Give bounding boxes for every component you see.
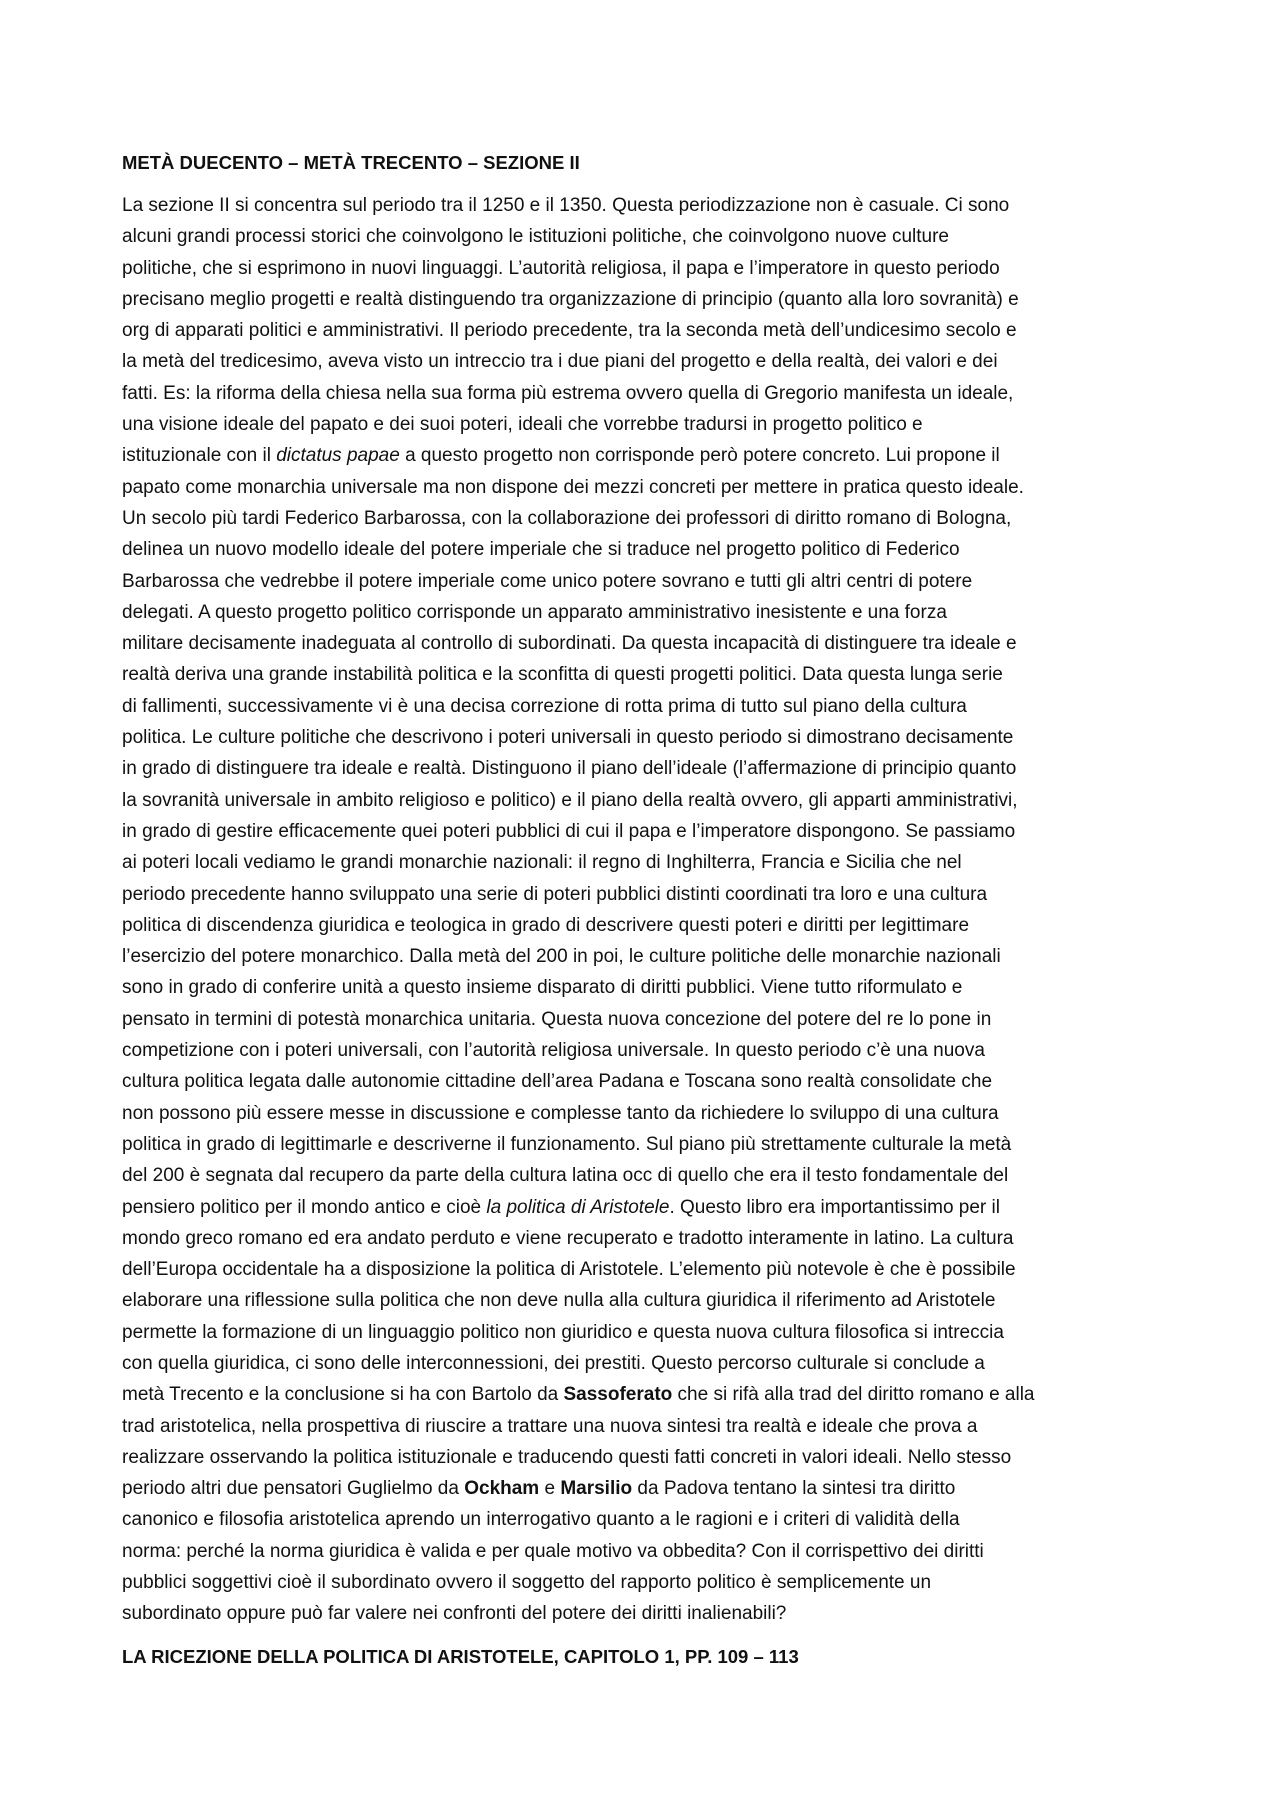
text-segment: istituzionale con il	[122, 445, 277, 467]
text-line: precisano meglio progetti e realtà distinguendo tra organizzazione di principio (quanto alla loro sovranità) e	[122, 288, 1019, 310]
text-line: Un secolo più tardi Federico Barbarossa, con la collaborazione dei professori di diritto romano di Bologna,	[122, 507, 1012, 529]
text-line: delinea un nuovo modello ideale del potere imperiale che si traduce nel progetto politico di Federico	[122, 539, 960, 561]
bold-text: Ockham	[464, 1478, 540, 1500]
text-line: alcuni grandi processi storici che coinvolgono le istituzioni politiche, che coinvolgono nuove culture	[122, 226, 949, 248]
text-line: di fallimenti, successivamente vi è una decisa correzione di rotta prima di tutto sul piano della cultura	[122, 695, 967, 717]
text-segment: a questo progetto non corrisponde però potere concreto. Lui propone il	[399, 445, 1000, 467]
text-segment: che si rifà alla trad del diritto romano e alla	[672, 1384, 1035, 1406]
bold-text: Sassoferato	[563, 1384, 673, 1406]
text-line	[122, 1473, 1162, 1504]
text-line	[122, 440, 1162, 471]
text-segment: da Padova tentano la sintesi tra diritto	[632, 1478, 956, 1500]
text-line: cultura politica legata dalle autonomie cittadine dell’area Padana e Toscana sono realtà consolidate che	[122, 1071, 993, 1093]
text-line: la sovranità universale in ambito religioso e politico) e il piano della realtà ovvero, gli apparti amministrativi,	[122, 789, 1018, 811]
text-line: pensato in termini di potestà monarchica unitaria. Questa nuova concezione del potere del re lo pone in	[122, 1008, 992, 1030]
text-line: permette la formazione di un linguaggio politico non giuridico e questa nuova cultura filosofica si intreccia	[122, 1321, 1004, 1343]
document-page	[122, 148, 1162, 1684]
text-line: sono in grado di conferire unità a questo insieme disparato di diritti pubblici. Viene tutto riformulato e	[122, 977, 963, 999]
text-line: in grado di distinguere tra ideale e realtà. Distinguono il piano dell’ideale (l’affermazione di principio quanto	[122, 758, 1017, 780]
text-line: mondo greco romano ed era andato perduto e viene recuperato e tradotto interamente in latino. La cultura	[122, 1227, 1014, 1249]
text-line: subordinato oppure può far valere nei confronti del potere dei diritti inalienabili?	[122, 1603, 787, 1625]
italic-text: la politica di Aristotele	[486, 1196, 670, 1218]
text-line: l’esercizio del potere monarchico. Dalla metà del 200 in poi, le culture politiche delle monarchie nazionali	[122, 946, 1001, 968]
text-line: ai poteri locali vediamo le grandi monarchie nazionali: il regno di Inghilterra, Francia e Sicilia che nel	[122, 852, 962, 874]
text-segment: . Questo libro era importantissimo per il	[669, 1196, 1000, 1218]
body-paragraph	[122, 190, 1162, 1630]
text-line	[122, 1379, 1162, 1410]
text-line: la metà del tredicesimo, aveva visto un intreccio tra i due piani del progetto e della realtà, dei valori e dei	[122, 351, 998, 373]
text-line: realtà deriva una grande instabilità politica e la sconfitta di questi progetti politici. Data questa lunga serie	[122, 664, 1003, 686]
text-line: org di apparati politici e amministrativi. Il periodo precedente, tra la seconda metà dell’undicesimo secolo e	[122, 320, 1017, 342]
text-line: politiche, che si esprimono in nuovi linguaggi. L’autorità religiosa, il papa e l’imperatore in questo periodo	[122, 257, 1000, 279]
text-line: pubblici soggettivi cioè il subordinato ovvero il soggetto del rapporto politico è semplicemente un	[122, 1572, 932, 1594]
text-line: politica. Le culture politiche che descrivono i poteri universali in questo periodo si dimostrano decisamente	[122, 727, 1014, 749]
section-heading: METÀ DUECENTO – METÀ TRECENTO – SEZIONE II	[122, 152, 580, 173]
text-line: periodo precedente hanno sviluppato una serie di poteri pubblici distinti coordinati tra loro e una cultura	[122, 883, 988, 905]
text-segment: periodo altri due pensatori Guglielmo da	[122, 1478, 465, 1500]
text-line: La sezione II si concentra sul periodo tra il 1250 e il 1350. Questa periodizzazione non è casuale. Ci sono	[122, 195, 1010, 216]
text-line: trad aristotelica, nella prospettiva di riuscire a trattare una nuova sintesi tra realtà e ideale che prova a	[122, 1415, 978, 1437]
text-line: fatti. Es: la riforma della chiesa nella sua forma più estrema ovvero quella di Gregorio manifesta un ideale,	[122, 382, 1014, 404]
text-line: elaborare una riflessione sulla politica che non deve nulla alla cultura giuridica il riferimento ad Aristotele	[122, 1290, 996, 1312]
text-segment: e	[539, 1478, 561, 1500]
italic-text: dictatus papae	[276, 445, 400, 467]
text-segment: pensiero politico per il mondo antico e cioè	[122, 1196, 487, 1218]
text-line: del 200 è segnata dal recupero da parte della cultura latina occ di quello che era il testo fondamentale del	[122, 1165, 1009, 1187]
text-line: con quella giuridica, ci sono delle interconnessioni, dei prestiti. Questo percorso culturale si conclude a	[122, 1352, 985, 1374]
text-line: Barbarossa che vedrebbe il potere imperiale come unico potere sovrano e tutti gli altri centri di potere	[122, 570, 973, 592]
text-line: realizzare osservando la politica istituzionale e traducendo questi fatti concreti in valori ideali. Nello stesso	[122, 1446, 1012, 1468]
bold-text: Marsilio	[560, 1478, 633, 1500]
text-segment: metà Trecento e la conclusione si ha con Bartolo da	[122, 1384, 564, 1406]
chapter-heading: LA RICEZIONE DELLA POLITICA DI ARISTOTELE, CAPITOLO 1, PP. 109 – 113	[122, 1645, 799, 1667]
text-line: delegati. A questo progetto politico corrisponde un apparato amministrativo inesistente e una forza	[122, 601, 947, 623]
text-line: in grado di gestire efficacemente quei poteri pubblici di cui il papa e l’imperatore dispongono. Se passiamo	[122, 820, 1016, 842]
text-line: dell’Europa occidentale ha a disposizione la politica di Aristotele. L’elemento più notevole è che è possibile	[122, 1259, 1016, 1281]
text-line: papato come monarchia universale ma non dispone dei mezzi concreti per mettere in pratica questo ideale.	[122, 476, 1024, 498]
text-line: politica di discendenza giuridica e teologica in grado di descrivere questi poteri e diritti per legittimare	[122, 914, 970, 936]
text-line: militare decisamente inadeguata al controllo di subordinati. Da questa incapacità di distinguere tra ideale e	[122, 633, 1017, 655]
text-line: politica in grado di legittimarle e descriverne il funzionamento. Sul piano più strettamente culturale la metà	[122, 1133, 1012, 1155]
text-line: canonico e filosofia aristotelica aprendo un interrogativo quanto a le ragioni e i criteri di validità della	[122, 1509, 960, 1531]
text-line	[122, 1192, 1162, 1223]
text-line: non possono più essere messe in discussione e complesse tanto da richiedere lo sviluppo di una cultura	[122, 1102, 999, 1124]
text-line: competizione con i poteri universali, con l’autorità religiosa universale. In questo periodo c’è una nuova	[122, 1040, 985, 1062]
text-line: una visione ideale del papato e dei suoi poteri, ideali che vorrebbe tradursi in progetto politico e	[122, 414, 923, 436]
text-line: norma: perché la norma giuridica è valida e per quale motivo va obbedita? Con il corrispettivo dei diritti	[122, 1540, 984, 1562]
